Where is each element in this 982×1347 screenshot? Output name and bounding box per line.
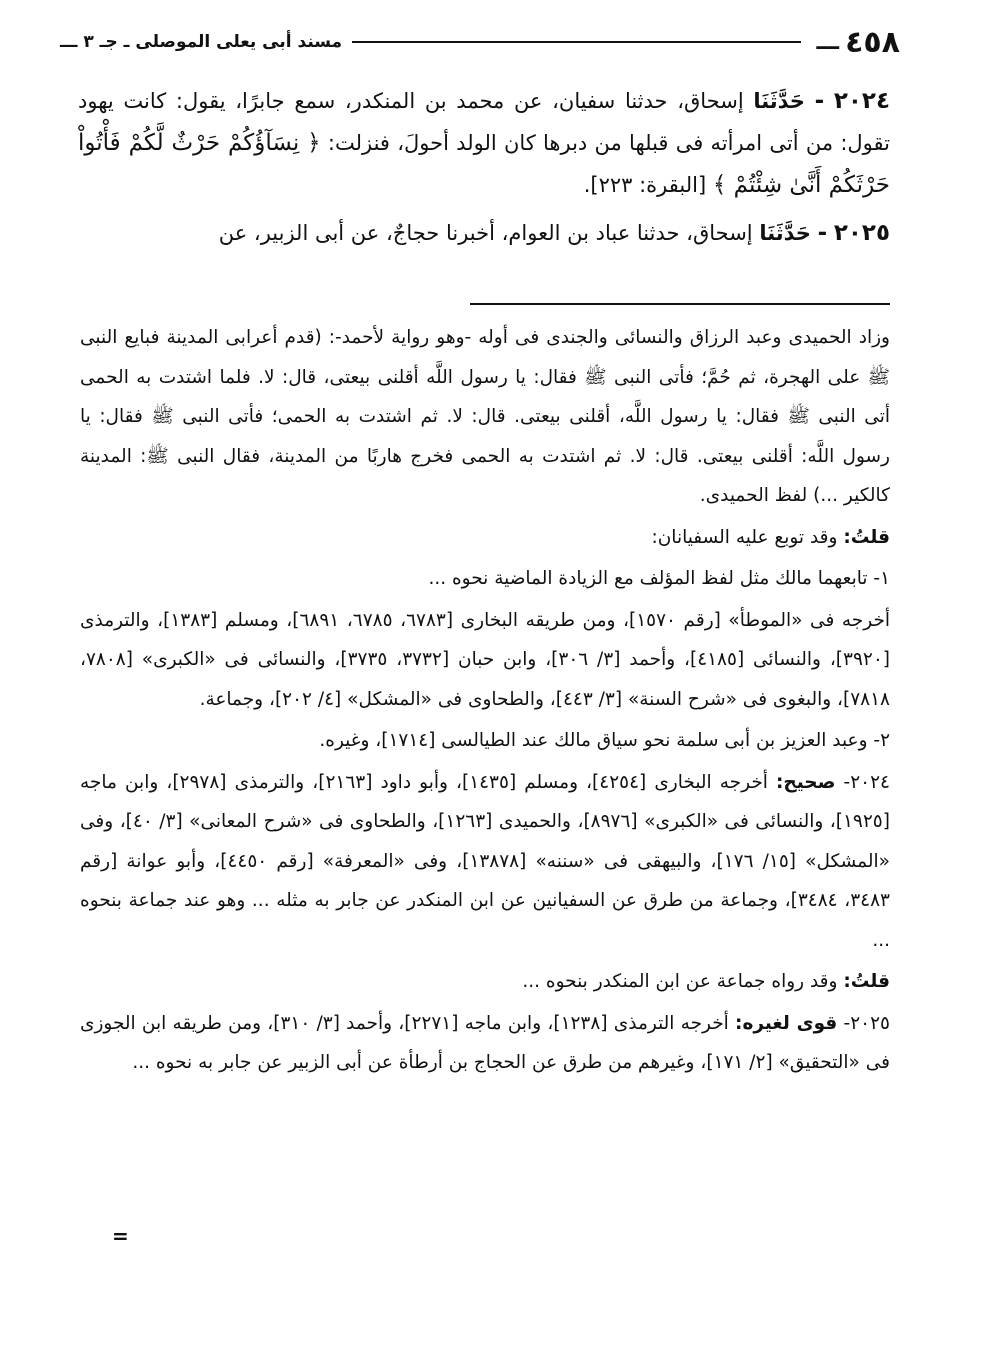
footnote-paragraph: أخرجه فى «الموطأ» [رقم ١٥٧٠]، ومن طريقه البخارى [٦٧٨٣، ٦٧٨٥، ٦٨٩١]، ومسلم [١٣٨٣]، والترمذى [٣٩٢٠]، والنسائى [٤١٨٥]، وأحمد [٣/ ٣٠٦]، وابن حبان [٣٧٣٢، ٣٧٣٥]، والنسائى فى «الكبرى» [٧٨٠٨، ٧٨١٨]، والبغوى فى «شرح السنة» [٣/ ٤٤٣]، والطحاوى فى «المشكل» [٤/ ٢٠٢]، وجماعة. bbox=[80, 609, 891, 710]
footnote-number: ٢٠٢٥- bbox=[843, 1012, 890, 1034]
grade-label: صحيح: bbox=[775, 771, 836, 793]
header-rule bbox=[352, 41, 800, 43]
haddathana: حَدَّثَنَا bbox=[759, 221, 811, 245]
page-header bbox=[60, 22, 900, 62]
footnote-number: ٢٠٢٤- bbox=[843, 771, 890, 793]
hadith-dash: - bbox=[817, 220, 828, 246]
footnote-separator bbox=[470, 303, 890, 305]
footnote-2024 bbox=[80, 763, 890, 961]
footnote-2025 bbox=[80, 1004, 890, 1083]
quran-verse: ﴿ نِسَآؤُكُمْ حَرْثٌ لَّكُمْ فَأْتُواْ حَرْثَكُمْ أَنَّىٰ شِئْتُمْ ﴾ bbox=[78, 130, 890, 198]
hadith-text: إسحاق، حدثنا عباد بن العوام، أخبرنا حجاجٌ، عن أبى الزبير، عن bbox=[218, 221, 753, 245]
page-number: ٤٥٨ bbox=[845, 24, 900, 60]
footnote-paragraph: وزاد الحميدى وعبد الرزاق والنسائى والجندى فى أوله -وهو رواية لأحمد-: (قدم أعرابى المدينة فبايع النبى ﷺ على الهجرة، ثم حُمَّ؛ فأتى النبى ﷺ فقال: يا رسول اللَّه أقلنى بيعتى، قال: لا. فلما اشتدت به الحمى أتى النبى ﷺ فقال: يا رسول اللَّه، أقلنى بيعتى. قال: لا. ثم اشتدت به الحمى؛ فأتى النبى ﷺ فقال: يا رسول اللَّه: أقلنى بيعتى. قال: لا. ثم اشتدت به الحمى فخرج هاربًا من المدينة، فقال النبى ﷺ: المدينة كالكير ...) لفظ الحميدى. bbox=[80, 327, 890, 506]
hadith-2024 bbox=[78, 80, 890, 206]
hadith-dash: - bbox=[814, 88, 825, 114]
qultu-label: قلتُ: bbox=[843, 971, 890, 992]
running-title: مسند أبى يعلى الموصلى ـ جـ ٣ ـــ bbox=[60, 32, 343, 52]
header-dash: ـــ bbox=[816, 29, 840, 55]
continuation-mark: = bbox=[112, 1224, 129, 1248]
footnote-text: أخرجه الترمذى [١٢٣٨]، وابن ماجه [٢٢٧١]، وأحمد [٣/ ٣١٠]، ومن طريقه ابن الجوزى فى «التحقيق» [٢/ ١٧١]، وغيرهم من طرق عن الحجاج بن أرطأة عن أبى الزبير عن جابر به نحوه ... bbox=[80, 1012, 890, 1073]
grade-label: قوى لغيره: bbox=[735, 1012, 838, 1034]
hadith-text: إسحاق، حدثنا سفيان، عن محمد بن المنكدر، سمع جابرًا، يقول: كانت يهود تقول: من أتى امرأته فى قبلها من دبرها كان الولد أحولَ، فنزلت: bbox=[78, 89, 890, 155]
footnote-text: وقد رواه جماعة عن ابن المنكدر بنحوه ... bbox=[522, 971, 838, 992]
footnote-paragraph: ٢- وعبد العزيز بن أبى سلمة نحو سياق مالك عند الطيالسى [١٧١٤]، وغيره. bbox=[319, 730, 890, 751]
footnote-paragraph bbox=[80, 962, 890, 1002]
footnote-text: أخرجه البخارى [٤٢٥٤]، ومسلم [١٤٣٥]، وأبو داود [٢١٦٣]، والترمذى [٢٩٧٨]، وابن ماجه [١٩٢٥]، والنسائى فى «الكبرى» [٨٩٧٦]، والحميدى [١٢٦٣]، والطحاوى فى «شرح المعانى» [٣/ ٤٠]، وفى «المشكل» [١٥/ ١٧٦]، والبيهقى فى «سننه» [١٣٨٧٨]، وفى «المعرفة» [رقم ٤٤٥٠]، وأبو عوانة [رقم ٣٤٨٣، ٣٤٨٤]، وجماعة من طرق عن السفيانين عن ابن المنكدر عن جابر به مثله ... وهو عند جماعة بنحوه ... bbox=[80, 771, 890, 951]
main-text bbox=[78, 80, 890, 260]
haddathana: حَدَّثَنَا bbox=[753, 89, 805, 113]
qultu-label: قلتُ: bbox=[843, 526, 890, 548]
hadith-2025 bbox=[78, 212, 890, 254]
footnote-paragraph: ١- تابعهما مالك مثل لفظ المؤلف مع الزيادة الماضية نحوه ... bbox=[428, 568, 890, 589]
hadith-number: ٢٠٢٤ bbox=[833, 88, 890, 114]
verse-reference: [البقرة: ٢٢٣]. bbox=[583, 173, 707, 197]
footnote-paragraph bbox=[80, 518, 890, 558]
hadith-number: ٢٠٢٥ bbox=[833, 220, 890, 246]
footnotes bbox=[80, 318, 890, 1085]
footnote-text: وقد توبع عليه السفيانان: bbox=[651, 526, 838, 548]
